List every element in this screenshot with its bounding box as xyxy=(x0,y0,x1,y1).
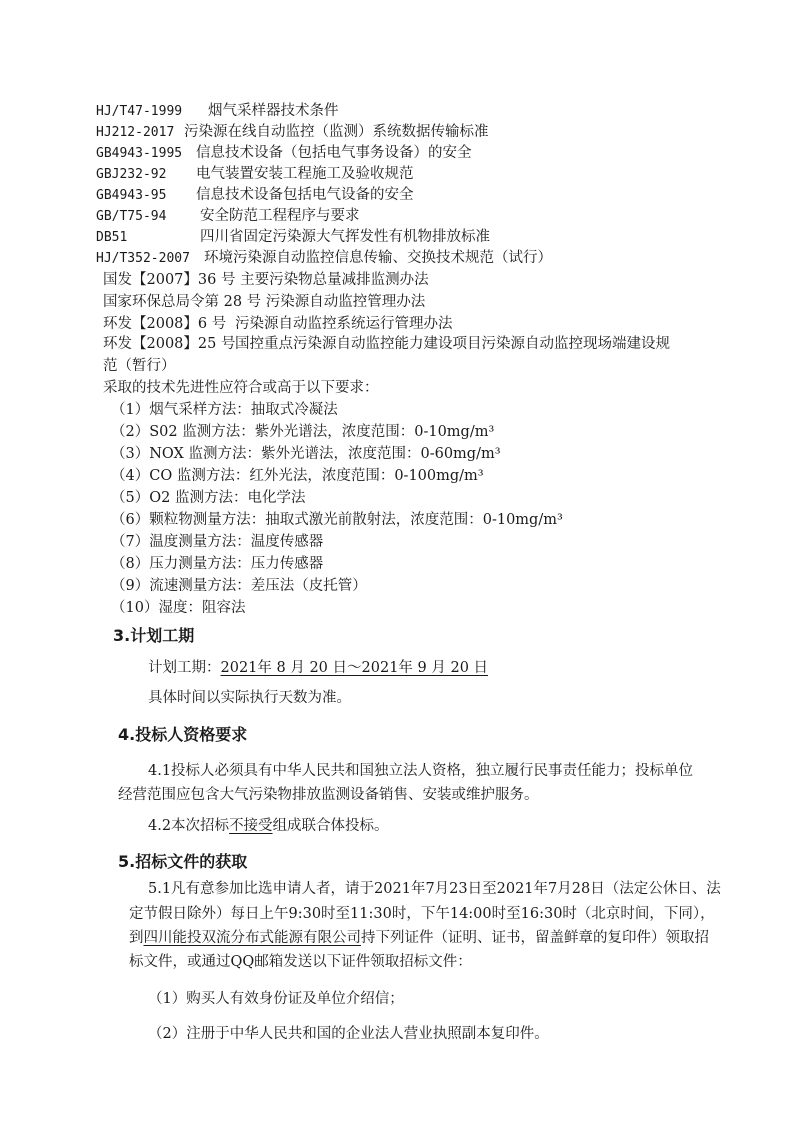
list-item: （1）购买人有效身份证及单位介绍信； xyxy=(148,991,404,1007)
company-name: 四川能投双流分布式能源有限公司 xyxy=(143,930,361,946)
underlined-text: 不接受 xyxy=(229,818,273,834)
standard-code: HJ/T47-1999 xyxy=(96,104,183,119)
regulation-title: 污染源自动监控管理办法 xyxy=(265,294,426,310)
section-heading: 4.投标人资格要求 xyxy=(118,725,248,744)
tech-item: （10）湿度：阻容法 xyxy=(111,600,246,616)
paragraph-line: 标文件，或通过QQ邮箱发送以下证件领取招标文件： xyxy=(129,954,472,970)
tech-item: （2）S02 监测方法：紫外光谱法，浓度范围：0-10mg/m³ xyxy=(111,424,495,440)
standard-code: GB4943-1995 xyxy=(96,146,183,161)
standard-code: GB/T75-94 xyxy=(96,209,167,224)
text-fragment: 4.2本次招标 xyxy=(148,818,230,834)
standard-code: HJ/T352-2007 xyxy=(96,251,190,266)
regulation-title: 污染源自动监控系统运行管理办法 xyxy=(235,316,453,332)
text-fragment: 组成联合体投标。 xyxy=(272,818,389,834)
list-item: （2）注册于中华人民共和国的企业法人营业执照副本复印件。 xyxy=(148,1026,549,1042)
regulation-code: 环发【2008】25 号 xyxy=(103,336,236,352)
paragraph-line: 5.1凡有意参加比选申请人者，请于2021年7月23日至2021年7月28日（法定公休日、法 xyxy=(148,881,721,897)
regulation-row xyxy=(103,334,670,354)
standard-title: 四川省固定污染源大气挥发性有机物排放标准 xyxy=(200,229,490,245)
standard-title: 烟气采样器技术条件 xyxy=(208,103,339,119)
standard-row xyxy=(96,101,339,122)
standard-code: DB51 xyxy=(96,230,128,245)
standard-title: 环境污染源自动监控信息传输、交换技术规范（试行） xyxy=(204,250,552,266)
standard-row xyxy=(96,143,472,164)
regulation-title: 主要污染物总量减排监测办法 xyxy=(240,272,429,288)
tech-item: （7）温度测量方法：温度传感器 xyxy=(111,534,324,550)
period-note: 具体时间以实际执行天数为准。 xyxy=(148,690,351,706)
section-heading: 3.计划工期 xyxy=(113,626,195,645)
standard-row xyxy=(96,185,414,206)
paragraph-line xyxy=(129,928,709,948)
regulation-code: 环发【2008】6 号 xyxy=(103,316,227,332)
standard-title: 污染源在线自动监控（监测）系统数据传输标准 xyxy=(184,124,489,140)
standard-row xyxy=(96,122,489,143)
standard-row xyxy=(96,227,490,248)
paragraph-line xyxy=(148,816,389,836)
regulation-code: 国发【2007】36 号 xyxy=(103,272,236,288)
standard-code: GB4943-95 xyxy=(96,188,167,203)
regulation-row xyxy=(103,292,425,312)
regulation-row xyxy=(103,270,429,290)
tech-item: （9）流速测量方法：差压法（皮托管） xyxy=(111,578,367,594)
tech-item: （1）烟气采样方法：抽取式冷凝法 xyxy=(111,402,338,418)
paragraph-line: 定节假日除外）每日上午9:30时至11:30时，下午14:00时至16:30时（北京时间，下同）， xyxy=(129,906,715,922)
tech-item: （6）颗粒物测量方法：抽取式激光前散射法，浓度范围：0-10mg/m³ xyxy=(111,512,563,528)
standard-code: GBJ232-92 xyxy=(96,167,167,182)
standard-row xyxy=(96,206,360,227)
standard-title: 安全防范工程程序与要求 xyxy=(200,208,360,224)
standard-title: 电气装置安装工程施工及验收规范 xyxy=(196,166,414,182)
standard-row xyxy=(96,248,552,269)
tech-item: （4）CO 监测方法：红外光法，浓度范围：0-100mg/m³ xyxy=(111,468,484,484)
tech-item: （8）压力测量方法：压力传感器 xyxy=(111,556,324,572)
text-fragment: 到 xyxy=(129,930,144,946)
regulation-row xyxy=(103,314,453,334)
tech-intro: 采取的技术先进性应符合或高于以下要求： xyxy=(103,380,379,396)
standard-row xyxy=(96,164,414,185)
regulation-code: 国家环保总局令第 28 号 xyxy=(103,294,262,310)
paragraph-line: 4.1投标人必须具有中华人民共和国独立法人资格，独立履行民事责任能力；投标单位 xyxy=(148,763,694,779)
standard-code: HJ212-2017 xyxy=(96,125,175,140)
section-heading: 5.招标文件的获取 xyxy=(118,852,248,871)
tech-item: （5）O2 监测方法：电化学法 xyxy=(111,490,306,506)
standard-title: 信息技术设备（包括电气事务设备）的安全 xyxy=(196,145,472,161)
planned-period-value: 2021年 8 月 20 日～2021年 9 月 20 日 xyxy=(220,660,489,676)
regulation-title: 国控重点污染源自动监控能力建设项目污染源自动监控现场端建设规 xyxy=(235,336,670,352)
planned-period xyxy=(148,658,488,678)
paragraph-line: 经营范围应包含大气污染物排放监测设备销售、安装或维护服务。 xyxy=(118,787,539,803)
tech-item: （3）NOX 监测方法：紫外光谱法，浓度范围：0-60mg/m³ xyxy=(111,446,501,462)
planned-period-label: 计划工期： xyxy=(148,660,221,676)
text-fragment: 持下列证件（证明、证书，留盖鲜章的复印件）领取招 xyxy=(361,930,709,946)
regulation-title-continuation: 范（暂行） xyxy=(103,358,176,374)
standard-title: 信息技术设备包括电气设备的安全 xyxy=(196,187,414,203)
